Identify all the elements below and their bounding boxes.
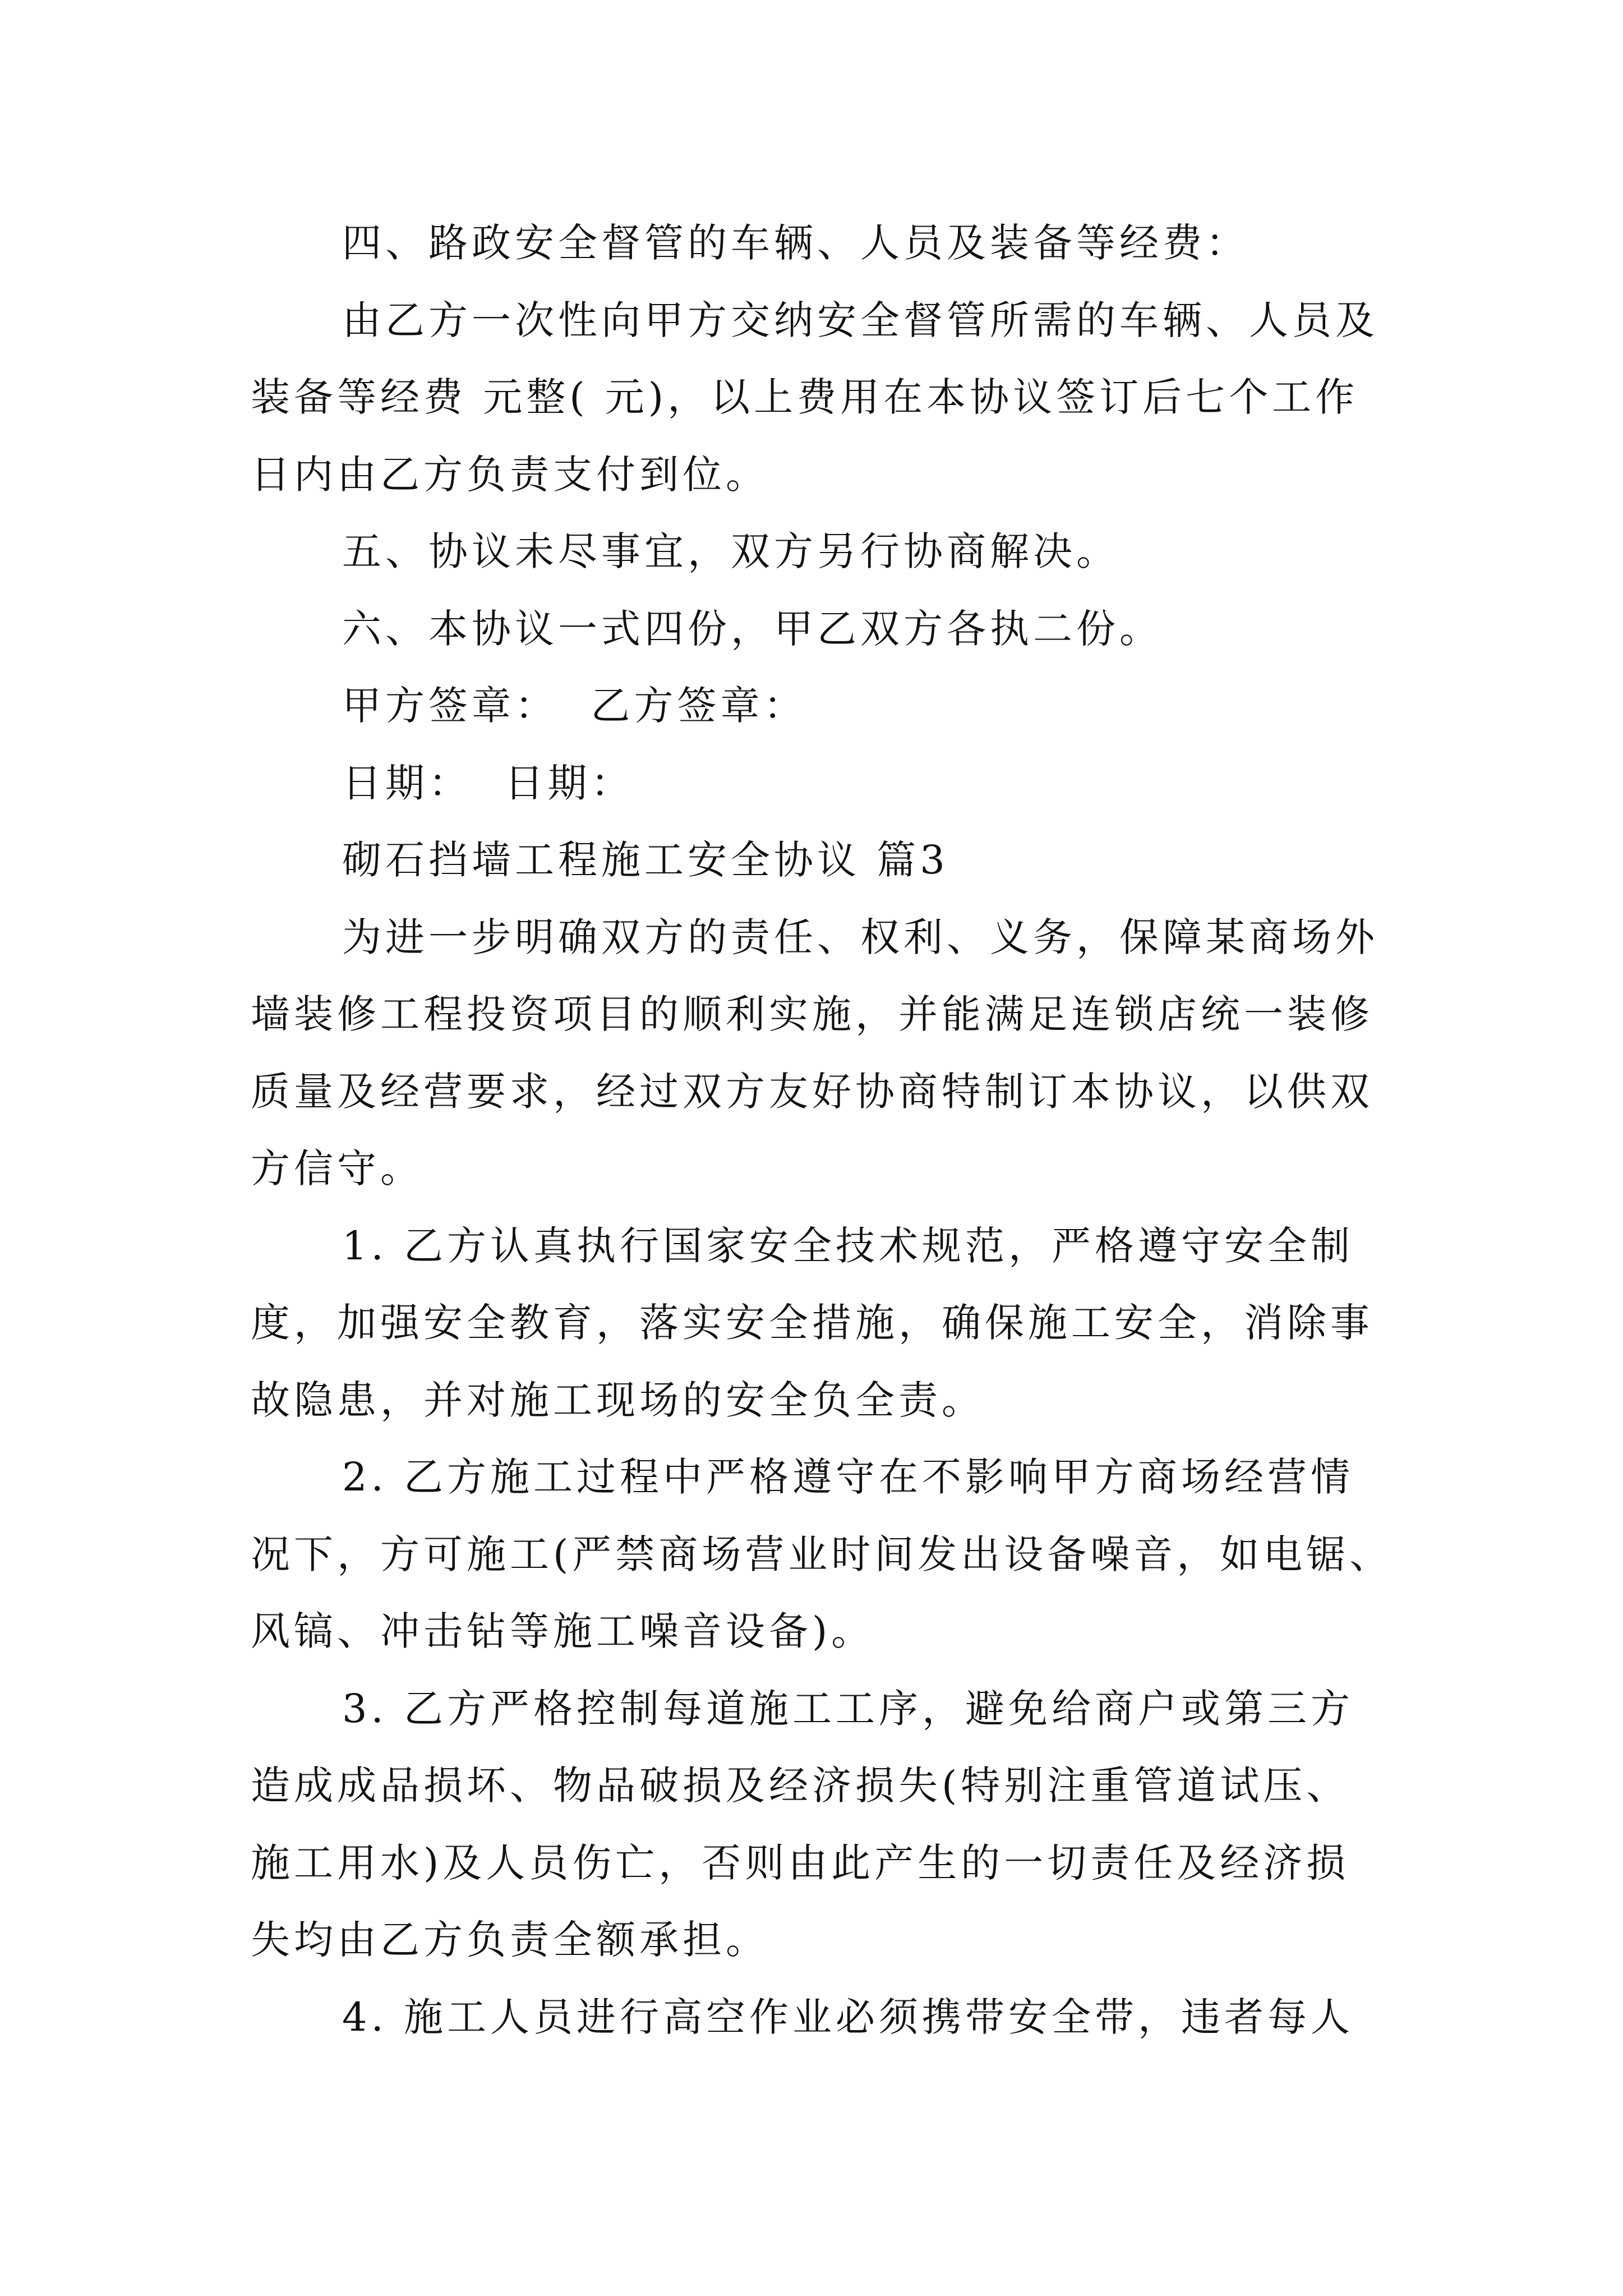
text-line: 失均由乙方负责全额承担。 <box>251 1917 769 1963</box>
clause-four-heading: 四、路政安全督管的车辆、人员及装备等经费： <box>342 220 1249 266</box>
text-line: 造成成品损坏、物品破损及经济损失(特别注重管道试压、 <box>251 1763 1350 1809</box>
section-heading: 砌石挡墙工程施工安全协议 篇3 <box>342 837 949 883</box>
text-line: 况下，方可施工(严禁商场营业时间发出设备噪音，如电锯、 <box>251 1531 1393 1577</box>
text-line: 施工用水)及人员伤亡，否则由此产生的一切责任及经济损 <box>251 1839 1350 1886</box>
clause-six: 六、本协议一式四份，甲乙双方各执二份。 <box>342 605 1163 652</box>
text-line: 度，加强安全教育，落实安全措施，确保施工安全，消除事 <box>251 1300 1373 1346</box>
text-line: 风镐、冲击钻等施工噪音设备)。 <box>251 1608 875 1654</box>
text-line: 故隐患，并对施工现场的安全负全责。 <box>251 1377 985 1423</box>
text-line: 日内由乙方负责支付到位。 <box>251 451 769 498</box>
text-line: 墙装修工程投资项目的顺利实施，并能满足连锁店统一装修 <box>251 991 1373 1037</box>
item-three: 3. 乙方严格控制每道施工工序，避免给商户或第三方 <box>342 1685 1354 1732</box>
date-line: 日期： 日期： <box>342 760 634 806</box>
text-line: 质量及经营要求，经过双方友好协商特制订本协议，以供双 <box>251 1068 1373 1115</box>
signature-line: 甲方签章： 乙方签章： <box>342 683 807 729</box>
clause-five: 五、协议未尽事宜，双方另行协商解决。 <box>342 528 1119 574</box>
item-two: 2. 乙方施工过程中严格遵守在不影响甲方商场经营情 <box>342 1454 1354 1500</box>
item-four: 4. 施工人员进行高空作业必须携带安全带，违者每人 <box>342 1994 1354 2040</box>
text-line: 由乙方一次性向甲方交纳安全督管所需的车辆、人员及 <box>342 297 1378 343</box>
text-line: 方信守。 <box>251 1145 423 1191</box>
text-line: 装备等经费 元整( 元)，以上费用在本协议签订后七个工作 <box>251 374 1359 420</box>
document-body <box>251 205 1428 2056</box>
item-one: 1. 乙方认真执行国家安全技术规范，严格遵守安全制 <box>342 1222 1354 1269</box>
text-line: 为进一步明确双方的责任、权利、义务，保障某商场外 <box>342 914 1378 960</box>
